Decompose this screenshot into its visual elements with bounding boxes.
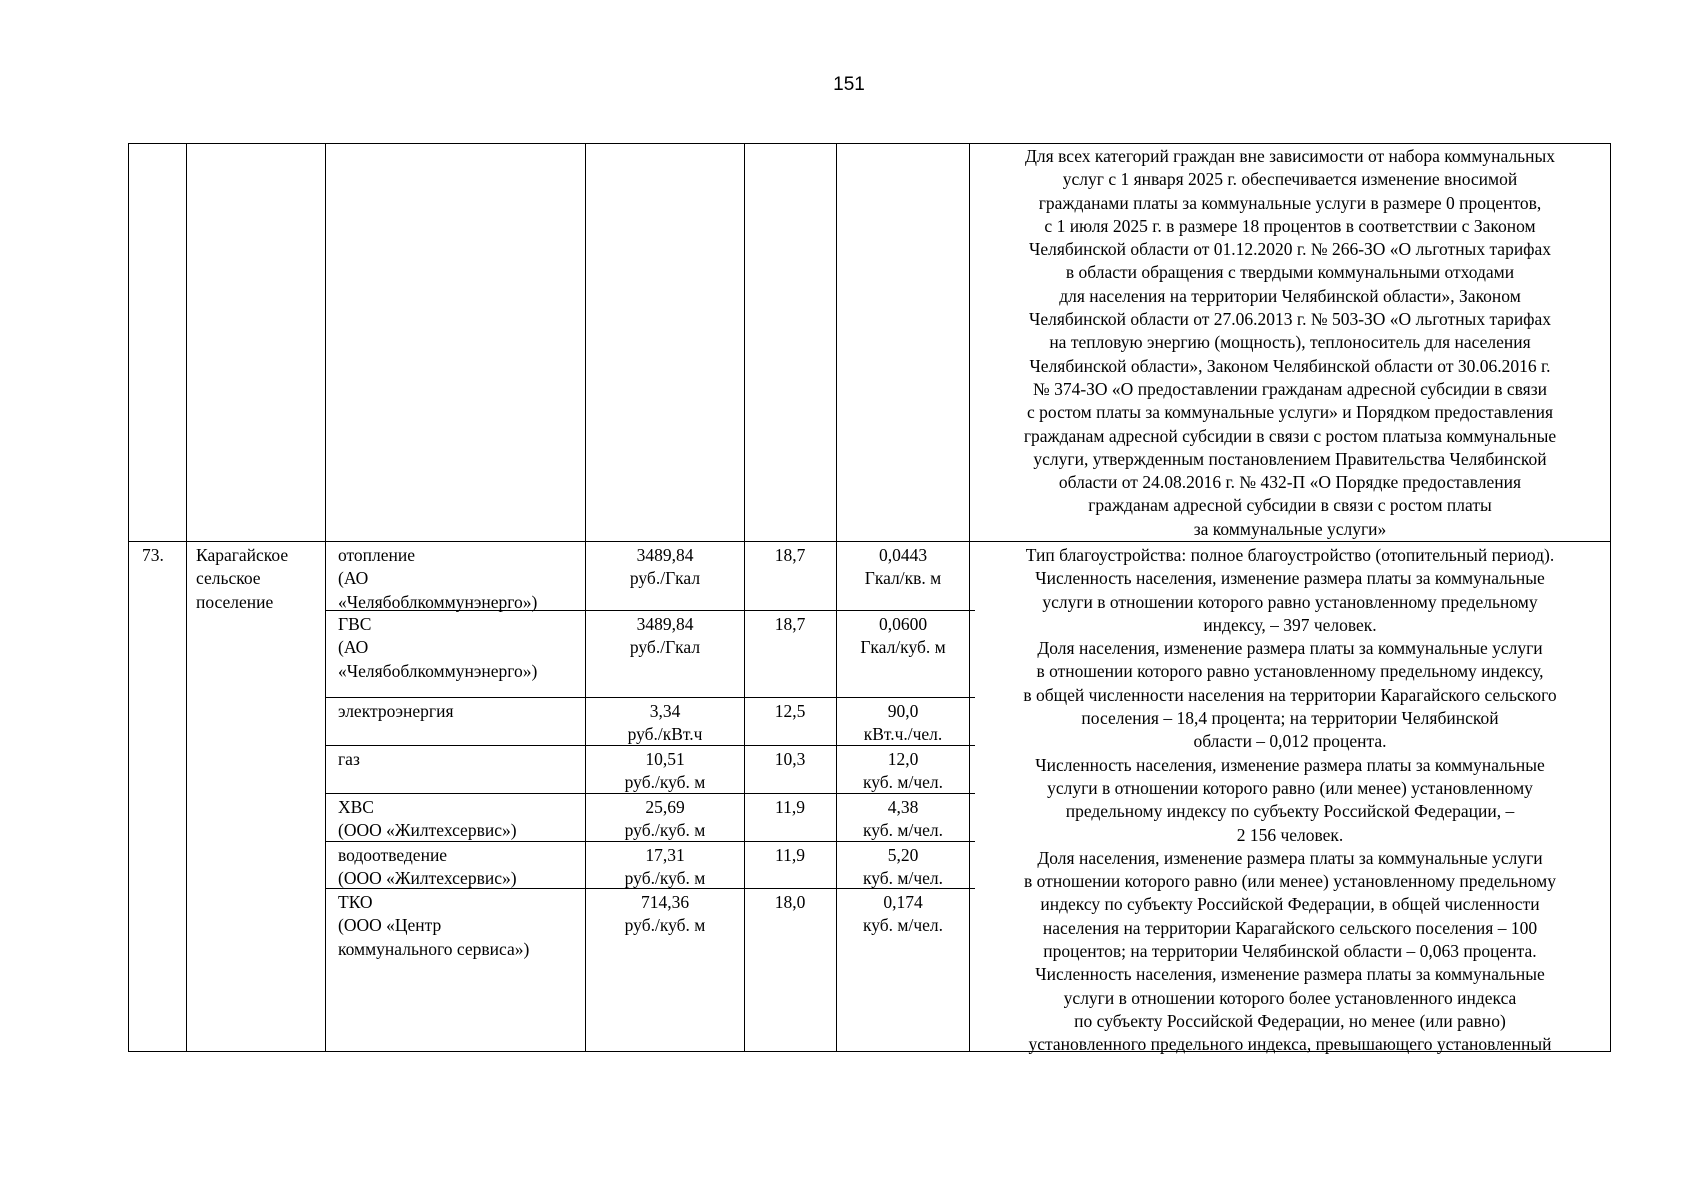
service-volume: 0,0443 Гкал/кв. м — [864, 545, 942, 589]
service-tariff: 714,36 руб./куб. м — [624, 892, 706, 936]
top-row-note: Для всех категорий граждан вне зависимости от набора коммунальных услуг с 1 января 2025 г. обеспечивается изменение вносимой гражданами платы за коммунальные услуги в размере 0 процентов, с 1 июля 2025 г. в размере 18 процентов в соответствии с Законом Челябинской области от 01.12.2020 г. № 266-ЗО «О льготных тарифах в области обращения с твердыми коммунальными отходами для населения на территории Челябинской области», Законом Челябинской области от 27.06.2013 г. № 503-ЗО «О льготных тарифах на тепловую энергию (мощность), теплоноситель для населения Челябинской области», Законом Челябинской области от 30.06.2016 г. № 374-ЗО «О предоставлении гражданам адресной субсидии в связи с ростом платы за коммунальные услуги» и Порядком предоставления гражданам адресной субсидии в связи с ростом платыза коммунальные услуги, утвержденным постановлением Правительства Челябинской области от 24.08.2016 г. № 432-П «О Порядке предоставления гражданам адресной субсидии в связи с ростом платы за коммунальные услуги» — [1023, 146, 1557, 539]
tariff-table — [128, 143, 1611, 1055]
service-percent: 10,3 — [774, 749, 806, 769]
service-tariff: 3,34 руб./кВт.ч — [627, 701, 703, 745]
service-name: электроэнергия — [338, 701, 454, 721]
service-name: ГВС (АО «Челябоблкоммунэнерго») — [338, 614, 538, 681]
service-percent: 18,0 — [774, 892, 806, 912]
table-border-right — [1610, 143, 1611, 1052]
column-divider — [969, 143, 970, 1052]
table-border-left — [128, 143, 129, 1052]
service-name: газ — [338, 749, 360, 769]
service-name: отопление (АО «Челябоблкоммунэнерго») — [338, 545, 538, 612]
service-volume: 5,20 куб. м/чел. — [862, 845, 944, 889]
service-percent: 11,9 — [775, 845, 805, 865]
entry-number: 73. — [142, 545, 164, 565]
column-divider — [585, 143, 586, 1052]
row-divider — [128, 541, 1611, 542]
column-divider — [836, 143, 837, 1052]
column-divider — [186, 143, 187, 1052]
service-tariff: 17,31 руб./куб. м — [624, 845, 706, 889]
service-name: водоотведение (ООО «Жилтехсервис») — [338, 845, 517, 889]
service-percent: 12,5 — [774, 701, 806, 721]
service-tariff: 25,69 руб./куб. м — [624, 797, 706, 841]
municipality-name: Карагайское сельское поселение — [196, 545, 289, 612]
service-name: ТКО (ООО «Центр коммунального сервиса») — [338, 892, 530, 959]
service-volume: 12,0 куб. м/чел. — [862, 749, 944, 793]
column-divider — [325, 143, 326, 1052]
service-volume: 4,38 куб. м/чел. — [862, 797, 944, 841]
entry-note: Тип благоустройства: полное благоустройство (отопительный период). Численность населения, изменение размера платы за коммунальные услуги в отношении которого равно установленному предельному индексу, – 397 человек. Доля населения, изменение размера платы за коммунальные услуги в отношении которого равно установленному предельному индексу, в общей численности населения на территории Карагайского сельского поселения – 18,4 процента; на территории Челябинской области – 0,012 процента. Численность населения, изменение размера платы за коммунальные услуги в отношении которого равно (или менее) установленному предельному индексу по субъекту Российской Федерации, – 2 156 человек. Доля населения, изменение размера платы за коммунальные услуги в отношении которого равно (или менее) установленному предельному индексу по субъекту Российской Федерации, в общей численности населения на территории Карагайского сельского поселения – 100 процентов; на территории Челябинской области – 0,063 процента. Численность населения, изменение размера платы за коммунальные услуги в отношении которого более установленного индекса по субъекту Российской Федерации, но менее (или равно) установленного предельного индекса, превышающего установленный — [1023, 545, 1557, 1055]
page-number: 151 — [833, 74, 865, 95]
service-tariff: 3489,84 руб./Гкал — [629, 614, 701, 658]
service-percent: 11,9 — [775, 797, 805, 817]
service-volume: 0,0600 Гкал/куб. м — [860, 614, 946, 658]
service-percent: 18,7 — [774, 614, 806, 634]
service-volume: 90,0 кВт.ч./чел. — [863, 701, 943, 745]
service-name: ХВС (ООО «Жилтехсервис») — [338, 797, 517, 841]
service-tariff: 10,51 руб./куб. м — [624, 749, 706, 793]
service-tariff: 3489,84 руб./Гкал — [629, 545, 701, 589]
service-percent: 18,7 — [774, 545, 806, 565]
service-divider — [325, 697, 975, 698]
service-volume: 0,174 куб. м/чел. — [862, 892, 944, 936]
table-border-top — [128, 143, 1611, 144]
column-divider — [744, 143, 745, 1052]
